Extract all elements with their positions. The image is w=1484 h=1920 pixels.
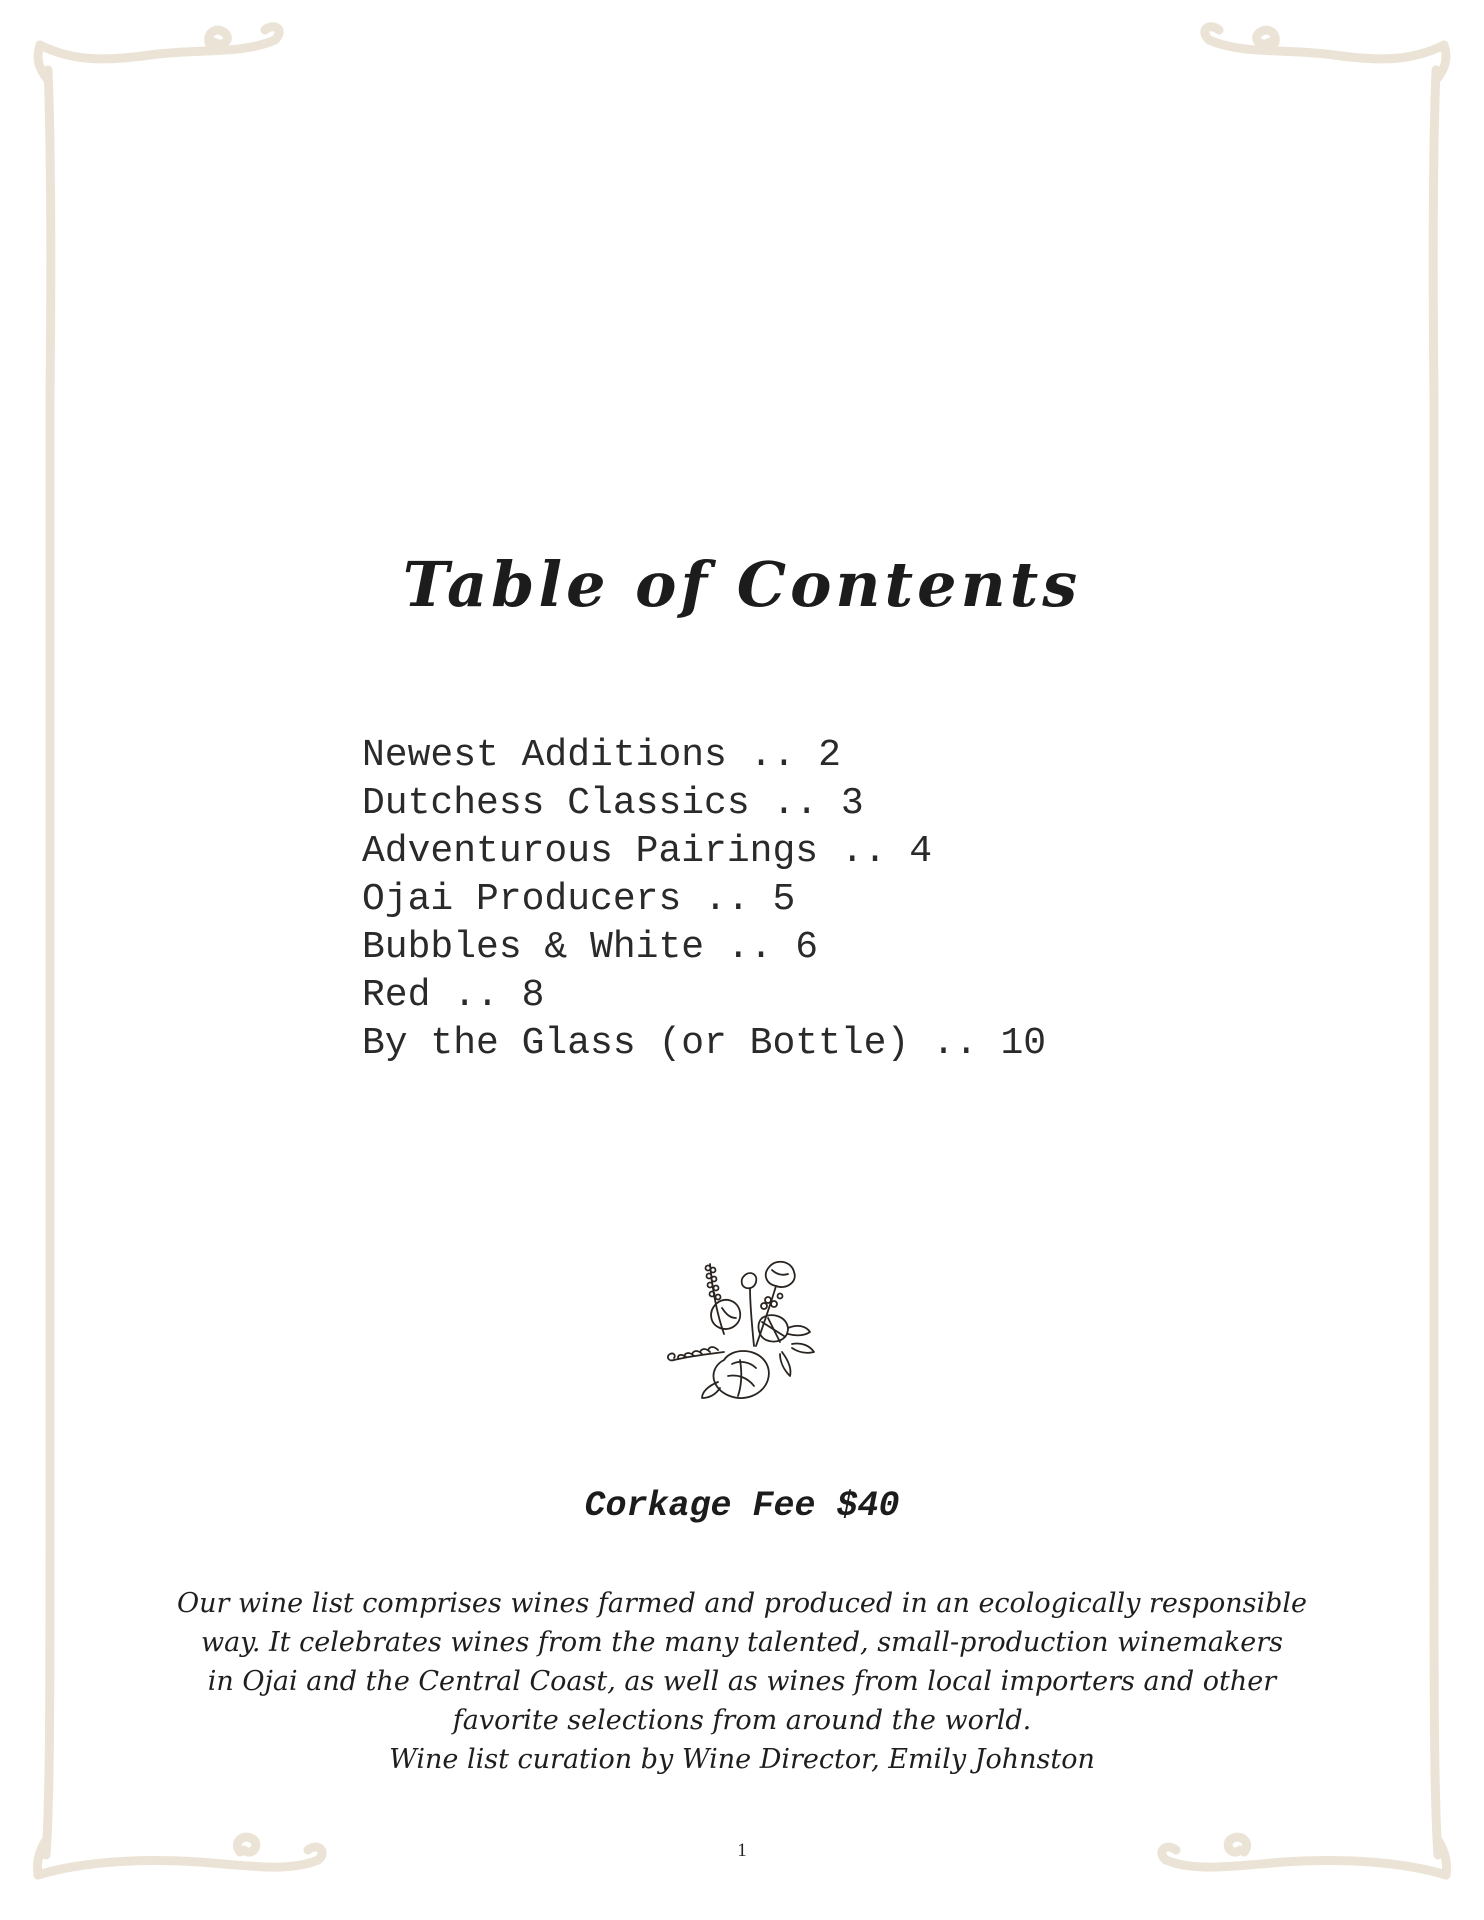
toc-item: Red .. 8 (362, 974, 545, 1017)
toc-item: Ojai Producers .. 5 (362, 878, 796, 921)
toc-item: Dutchess Classics .. 3 (362, 782, 864, 825)
description-line: way. It celebrates wines from the many talented, small-production winemakers (200, 1627, 1284, 1658)
description-line: in Ojai and the Central Coast, as well as wines from local importers and other (207, 1666, 1277, 1697)
corkage-fee: Corkage Fee $40 (584, 1486, 900, 1526)
toc-item: Newest Additions .. 2 (362, 734, 841, 777)
wine-list-description (150, 1584, 1334, 1779)
page-number: 1 (737, 1840, 747, 1861)
page-title: Table of Contents (402, 548, 1082, 621)
description-line: favorite selections from around the world. (452, 1705, 1032, 1736)
toc-item: Bubbles & White .. 6 (362, 926, 819, 969)
curation-credit: Wine list curation by Wine Director, Emily Johnston (389, 1744, 1095, 1775)
toc-item: Adventurous Pairings .. 4 (362, 830, 933, 873)
toc-item: By the Glass (or Bottle) .. 10 (362, 1022, 1047, 1065)
flower-bouquet-icon (658, 1256, 828, 1406)
table-of-contents (362, 732, 1046, 1068)
description-line: Our wine list comprises wines farmed and produced in an ecologically responsible (176, 1588, 1307, 1619)
